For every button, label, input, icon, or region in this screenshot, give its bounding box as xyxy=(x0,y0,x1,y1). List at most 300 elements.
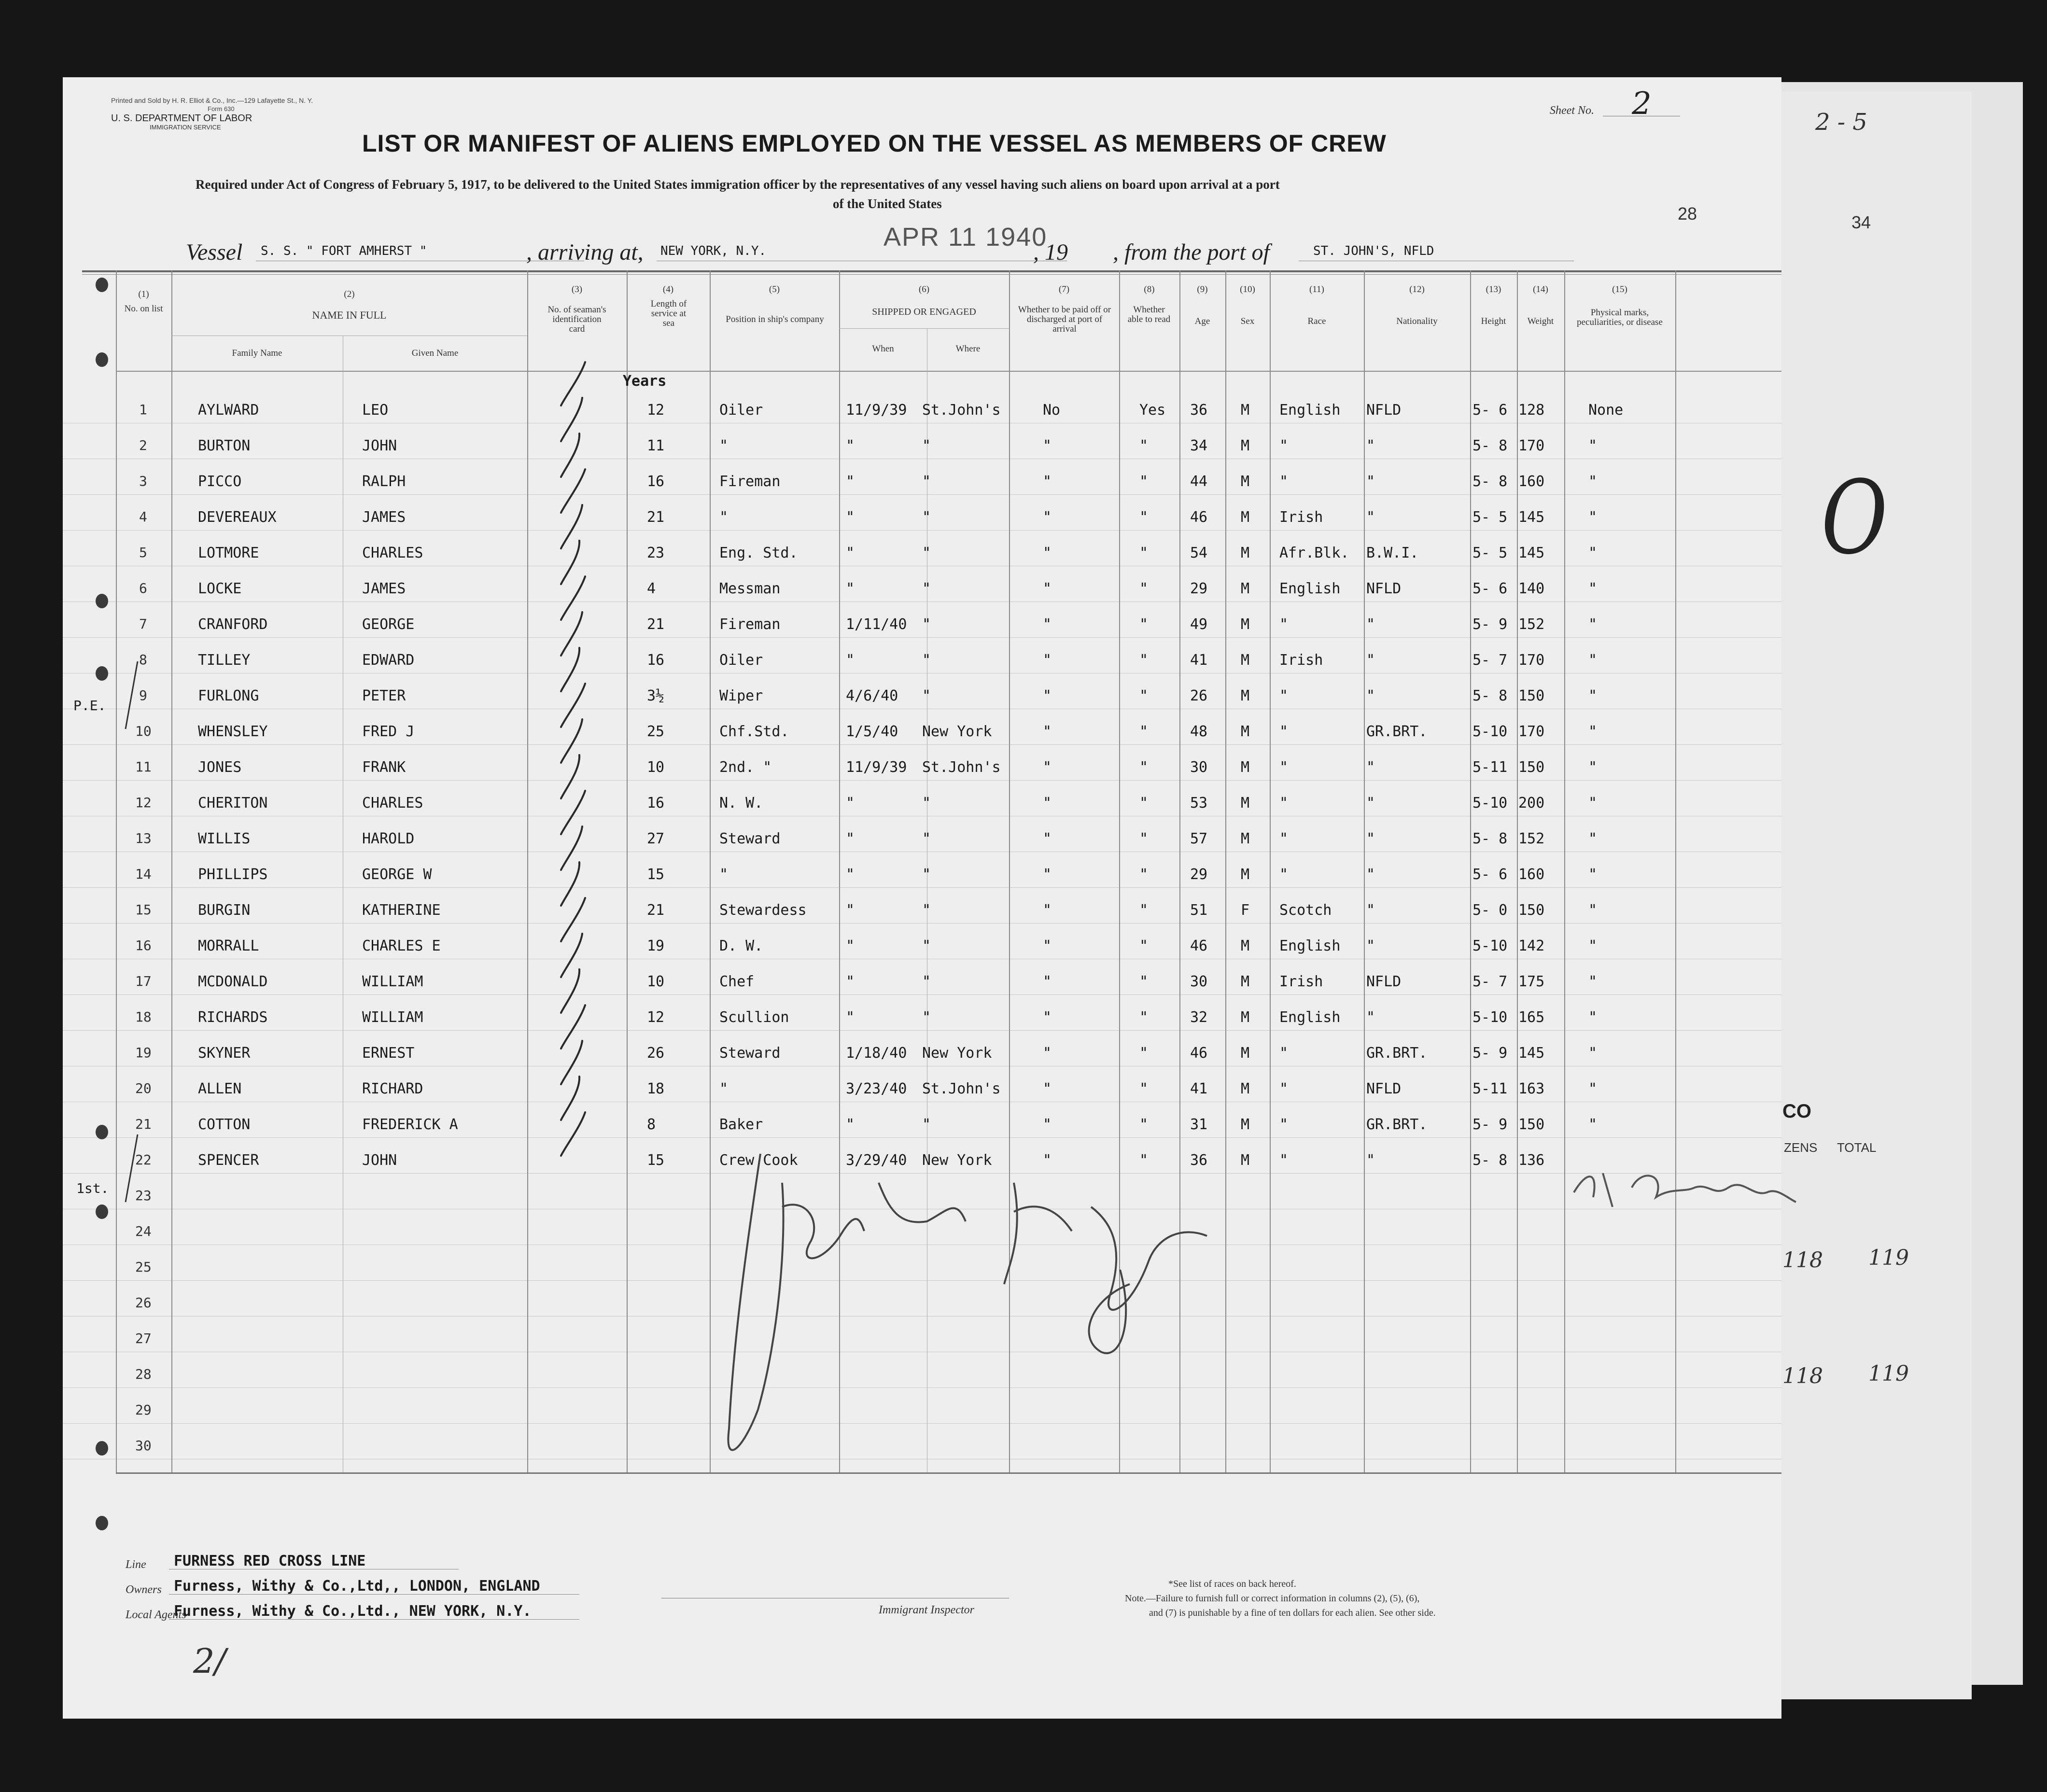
cell-paid-off: " xyxy=(1043,1009,1052,1026)
cell-shipped-when: " xyxy=(846,866,855,883)
cell-shipped-where: New York xyxy=(922,1152,992,1169)
cell-nationality: NFLD xyxy=(1366,580,1402,597)
cell-physical-marks: " xyxy=(1588,473,1598,490)
cell-family-name: FURLONG xyxy=(198,687,259,704)
cell-nationality: " xyxy=(1366,437,1375,454)
vessel-label: Vessel xyxy=(186,239,243,265)
cell-physical-marks: " xyxy=(1588,795,1598,812)
cell-shipped-where: " xyxy=(922,938,931,954)
row-number: 29 xyxy=(135,1402,152,1418)
cell-service-length: 26 xyxy=(647,1045,665,1062)
cell-age: 36 xyxy=(1190,402,1208,419)
cell-age: 44 xyxy=(1190,473,1208,490)
cell-able-to-read: Yes xyxy=(1139,402,1166,419)
cell-shipped-when: " xyxy=(846,938,855,954)
cell-position: Oiler xyxy=(719,402,763,419)
subtitle-line2: of the United States xyxy=(833,196,942,211)
cell-nationality: " xyxy=(1366,795,1375,812)
cell-family-name: COTTON xyxy=(198,1116,251,1133)
cell-service-length: 19 xyxy=(647,938,665,954)
col6-when: When xyxy=(872,344,894,354)
year-label: , 19 xyxy=(1033,239,1068,265)
cell-able-to-read: " xyxy=(1139,1152,1149,1169)
cell-able-to-read: " xyxy=(1139,759,1149,776)
cell-shipped-when: 11/9/39 xyxy=(846,759,907,776)
cell-shipped-where: " xyxy=(922,687,931,704)
cell-height: 5-10 xyxy=(1472,938,1508,954)
col2-given-name: Given Name xyxy=(411,348,459,358)
sheet-label: Sheet No. xyxy=(1550,104,1594,117)
cell-weight: 150 xyxy=(1518,759,1545,776)
cell-family-name: SKYNER xyxy=(198,1045,251,1062)
cell-physical-marks: " xyxy=(1588,580,1598,597)
arrival-date-stamp: APR 11 1940 xyxy=(883,223,1048,252)
cell-age: 51 xyxy=(1190,902,1208,919)
cell-paid-off: " xyxy=(1043,687,1052,704)
cell-position: " xyxy=(719,509,729,526)
cell-shipped-when: " xyxy=(846,1116,855,1133)
cell-physical-marks: " xyxy=(1588,973,1598,990)
cell-physical-marks: " xyxy=(1588,687,1598,704)
col8-header: Whether able to read xyxy=(1127,305,1171,324)
printer-line: Printed and Sold by H. R. Elliot & Co., Inc.—129 Lafayette St., N. Y. xyxy=(111,97,313,104)
row-number: 26 xyxy=(135,1295,152,1311)
col4-header: Length of service at sea xyxy=(650,299,687,328)
row-number: 20 xyxy=(135,1080,152,1096)
cell-age: 30 xyxy=(1190,973,1208,990)
cell-weight: 160 xyxy=(1518,473,1545,490)
cell-family-name: SPENCER xyxy=(198,1152,259,1169)
back-r1b: 119 xyxy=(1868,1246,1909,1270)
cell-service-length: 21 xyxy=(647,509,665,526)
cell-nationality: NFLD xyxy=(1366,1080,1402,1097)
cell-physical-marks: " xyxy=(1588,1045,1598,1062)
col6-number: (6) xyxy=(918,284,930,294)
col6-header: SHIPPED OR ENGAGED xyxy=(872,307,976,317)
row-number: 19 xyxy=(135,1045,152,1061)
cell-given-name: HAROLD xyxy=(362,830,415,847)
cell-weight: 145 xyxy=(1518,1045,1545,1062)
col2-header: NAME IN FULL xyxy=(312,309,387,321)
back-co-label: CO xyxy=(1782,1101,1811,1122)
margin-slash-2 xyxy=(118,1130,147,1207)
cell-paid-off: " xyxy=(1043,652,1052,669)
cell-given-name: FRED J xyxy=(362,723,415,740)
cell-service-length: 16 xyxy=(647,473,665,490)
cell-paid-off: " xyxy=(1043,580,1052,597)
cell-given-name: FRANK xyxy=(362,759,406,776)
punch-hole xyxy=(96,1125,108,1139)
cell-able-to-read: " xyxy=(1139,1045,1149,1062)
cell-weight: 136 xyxy=(1518,1152,1545,1169)
cell-paid-off: " xyxy=(1043,473,1052,490)
footer-note3: and (7) is punishable by a fine of ten dollars for each alien. See other side. xyxy=(1149,1608,1436,1618)
cell-sex: M xyxy=(1241,652,1250,669)
row-number: 18 xyxy=(135,1009,152,1025)
cell-age: 34 xyxy=(1190,437,1208,454)
cell-able-to-read: " xyxy=(1139,1116,1149,1133)
cell-age: 49 xyxy=(1190,616,1208,633)
col10-number: (10) xyxy=(1240,284,1255,294)
row-number: 7 xyxy=(139,616,147,632)
cell-sex: M xyxy=(1241,866,1250,883)
years-label: Years xyxy=(623,373,667,390)
row-number: 28 xyxy=(135,1366,152,1382)
cell-service-length: 15 xyxy=(647,866,665,883)
cell-age: 36 xyxy=(1190,1152,1208,1169)
cell-position: " xyxy=(719,866,729,883)
cell-race: " xyxy=(1279,616,1289,633)
row-number: 6 xyxy=(139,580,147,596)
cell-height: 5- 8 xyxy=(1472,687,1508,704)
row-number: 23 xyxy=(135,1188,152,1204)
punch-hole xyxy=(96,352,108,367)
cell-shipped-when: 1/5/40 xyxy=(846,723,898,740)
cell-given-name: JOHN xyxy=(362,1152,397,1169)
cell-race: Scotch xyxy=(1279,902,1332,919)
cell-nationality: " xyxy=(1366,866,1375,883)
cell-height: 5- 9 xyxy=(1472,1045,1508,1062)
cell-service-length: 15 xyxy=(647,1152,665,1169)
cell-shipped-when: " xyxy=(846,473,855,490)
footer-note2: Note.—Failure to furnish full or correct information in columns (2), (5), (6), xyxy=(1125,1593,1420,1604)
id-card-checkmarks xyxy=(527,357,629,1274)
cell-paid-off: No xyxy=(1043,402,1061,419)
cell-paid-off: " xyxy=(1043,830,1052,847)
cell-height: 5- 8 xyxy=(1472,1152,1508,1169)
cell-sex: M xyxy=(1241,1152,1250,1169)
from-port-label: , from the port of xyxy=(1113,239,1270,265)
cell-family-name: MCDONALD xyxy=(198,973,268,990)
form-number: Form 630 xyxy=(208,105,235,112)
cell-sex: M xyxy=(1241,723,1250,740)
cell-weight: 170 xyxy=(1518,652,1545,669)
col5-header: Position in ship's company xyxy=(726,314,824,324)
cell-age: 46 xyxy=(1190,509,1208,526)
cell-given-name: JAMES xyxy=(362,580,406,597)
cell-shipped-when: 3/29/40 xyxy=(846,1152,907,1169)
row-number: 10 xyxy=(135,723,152,739)
id-card-tick xyxy=(561,648,579,691)
cell-race: " xyxy=(1279,437,1289,454)
cell-weight: 150 xyxy=(1518,902,1545,919)
row-rule xyxy=(63,637,1781,638)
cell-physical-marks: " xyxy=(1588,759,1598,776)
cell-family-name: AYLWARD xyxy=(198,402,259,419)
cell-race: " xyxy=(1279,723,1289,740)
cell-position: Messman xyxy=(719,580,781,597)
cell-shipped-when: " xyxy=(846,1009,855,1026)
cell-shipped-where: New York xyxy=(922,1045,992,1062)
cell-weight: 145 xyxy=(1518,509,1545,526)
cell-paid-off: " xyxy=(1043,795,1052,812)
cell-height: 5- 0 xyxy=(1472,902,1508,919)
cell-position: Stewardess xyxy=(719,902,807,919)
row-number: 21 xyxy=(135,1116,152,1132)
cell-position: Oiler xyxy=(719,652,763,669)
cell-shipped-where: " xyxy=(922,473,931,490)
cell-family-name: MORRALL xyxy=(198,938,259,954)
back-zens-label: ZENS xyxy=(1784,1140,1818,1155)
cell-race: " xyxy=(1279,1045,1289,1062)
cell-height: 5- 7 xyxy=(1472,652,1508,669)
cell-age: 57 xyxy=(1190,830,1208,847)
cell-shipped-when: 11/9/39 xyxy=(846,402,907,419)
cell-paid-off: " xyxy=(1043,545,1052,561)
col7-number: (7) xyxy=(1058,284,1070,294)
cell-weight: 150 xyxy=(1518,1116,1545,1133)
cell-sex: M xyxy=(1241,1045,1250,1062)
cell-family-name: LOTMORE xyxy=(198,545,259,561)
punch-hole xyxy=(96,1441,108,1456)
cell-race: English xyxy=(1279,580,1341,597)
cell-height: 5- 9 xyxy=(1472,616,1508,633)
cell-physical-marks: " xyxy=(1588,723,1598,740)
table-top-rule xyxy=(82,270,1781,272)
cell-family-name: PICCO xyxy=(198,473,242,490)
cell-physical-marks: " xyxy=(1588,902,1598,919)
cell-paid-off: " xyxy=(1043,1152,1052,1169)
cell-physical-marks: " xyxy=(1588,866,1598,883)
cell-given-name: CHARLES E xyxy=(362,938,441,954)
cell-race: " xyxy=(1279,759,1289,776)
cell-age: 31 xyxy=(1190,1116,1208,1133)
col7-header: Whether to be paid off or discharged at port of arrival xyxy=(1018,305,1111,334)
cell-able-to-read: " xyxy=(1139,580,1149,597)
cell-weight: 175 xyxy=(1518,973,1545,990)
col14-number: (14) xyxy=(1533,284,1548,294)
cell-nationality: " xyxy=(1366,938,1375,954)
cell-race: " xyxy=(1279,795,1289,812)
punch-hole xyxy=(96,278,108,292)
cell-able-to-read: " xyxy=(1139,652,1149,669)
col14-header: Weight xyxy=(1527,316,1554,326)
cell-shipped-when: 1/11/40 xyxy=(846,616,907,633)
cell-service-length: 12 xyxy=(647,402,665,419)
cell-shipped-where: " xyxy=(922,580,931,597)
bottom-margin-mark: 2/ xyxy=(193,1641,226,1681)
row-number: 13 xyxy=(135,830,152,846)
col13-number: (13) xyxy=(1486,284,1501,294)
cell-paid-off: " xyxy=(1043,902,1052,919)
col11-header: Race xyxy=(1307,316,1326,326)
id-card-tick xyxy=(561,541,579,584)
cell-race: " xyxy=(1279,1116,1289,1133)
col1-number: (1) xyxy=(138,289,149,299)
margin-1st: 1st. xyxy=(76,1180,109,1196)
cell-age: 41 xyxy=(1190,1080,1208,1097)
cell-sex: M xyxy=(1241,795,1250,812)
cell-race: Irish xyxy=(1279,652,1323,669)
cell-race: " xyxy=(1279,830,1289,847)
cell-sex: M xyxy=(1241,1116,1250,1133)
cell-shipped-where: " xyxy=(922,866,931,883)
cell-family-name: RICHARDS xyxy=(198,1009,268,1026)
cell-height: 5- 5 xyxy=(1472,509,1508,526)
cell-position: " xyxy=(719,1080,729,1097)
cell-position: N. W. xyxy=(719,795,763,812)
cell-given-name: KATHERINE xyxy=(362,902,441,919)
cell-able-to-read: " xyxy=(1139,545,1149,561)
cell-sex: M xyxy=(1241,830,1250,847)
cell-position: Scullion xyxy=(719,1009,789,1026)
cell-given-name: LEO xyxy=(362,402,389,419)
col15-number: (15) xyxy=(1612,284,1627,294)
cell-shipped-when: " xyxy=(846,902,855,919)
arrival-port: NEW YORK, N.Y. xyxy=(660,244,767,258)
cell-family-name: WILLIS xyxy=(198,830,251,847)
cell-sex: M xyxy=(1241,616,1250,633)
row-number: 16 xyxy=(135,938,152,953)
cell-shipped-where: " xyxy=(922,652,931,669)
cell-sex: M xyxy=(1241,938,1250,954)
cell-weight: 165 xyxy=(1518,1009,1545,1026)
cell-family-name: CHERITON xyxy=(198,795,268,812)
row-number: 14 xyxy=(135,866,152,882)
back-r1a: 118 xyxy=(1782,1248,1823,1273)
back-total-label: TOTAL xyxy=(1837,1140,1877,1155)
cell-height: 5- 9 xyxy=(1472,1116,1508,1133)
cell-able-to-read: " xyxy=(1139,973,1149,990)
cell-paid-off: " xyxy=(1043,866,1052,883)
cell-physical-marks: " xyxy=(1588,1080,1598,1097)
cell-physical-marks: None xyxy=(1588,402,1624,419)
cell-service-length: 12 xyxy=(647,1009,665,1026)
cell-able-to-read: " xyxy=(1139,795,1149,812)
cell-shipped-where: " xyxy=(922,1009,931,1026)
cell-shipped-when: " xyxy=(846,509,855,526)
footer-note1: *See list of races on back hereof. xyxy=(1168,1579,1296,1589)
cell-paid-off: " xyxy=(1043,938,1052,954)
cell-nationality: " xyxy=(1366,616,1375,633)
row-rule xyxy=(63,744,1781,745)
cell-height: 5-10 xyxy=(1472,723,1508,740)
col11-number: (11) xyxy=(1309,284,1324,294)
cell-service-length: 16 xyxy=(647,795,665,812)
row-rule xyxy=(63,1030,1781,1031)
cell-nationality: " xyxy=(1366,1152,1375,1169)
cell-given-name: RALPH xyxy=(362,473,406,490)
cell-sex: M xyxy=(1241,437,1250,454)
row-rule xyxy=(63,887,1781,888)
cell-nationality: " xyxy=(1366,473,1375,490)
cell-paid-off: " xyxy=(1043,437,1052,454)
margin-big-letter: O xyxy=(1821,459,1888,577)
service-name: IMMIGRATION SERVICE xyxy=(150,124,221,131)
cell-paid-off: " xyxy=(1043,1116,1052,1133)
cell-height: 5-11 xyxy=(1472,759,1508,776)
cell-shipped-where: St.John's xyxy=(922,759,1001,776)
cell-service-length: 10 xyxy=(647,759,665,776)
cell-able-to-read: " xyxy=(1139,473,1149,490)
row-number: 3 xyxy=(139,473,147,489)
cell-shipped-when: " xyxy=(846,437,855,454)
cell-able-to-read: " xyxy=(1139,723,1149,740)
cell-weight: 150 xyxy=(1518,687,1545,704)
cell-shipped-where: " xyxy=(922,616,931,633)
cell-age: 29 xyxy=(1190,866,1208,883)
back-r2b: 119 xyxy=(1868,1361,1909,1386)
row-number: 17 xyxy=(135,973,152,989)
cell-service-length: 21 xyxy=(647,902,665,919)
col13-header: Height xyxy=(1481,316,1506,326)
cell-able-to-read: " xyxy=(1139,1080,1149,1097)
row-rule xyxy=(63,923,1781,924)
cell-position: Baker xyxy=(719,1116,763,1133)
cell-position: Wiper xyxy=(719,687,763,704)
cell-shipped-when: 3/23/40 xyxy=(846,1080,907,1097)
cell-nationality: GR.BRT. xyxy=(1366,1045,1428,1062)
cell-able-to-read: " xyxy=(1139,437,1149,454)
col3-number: (3) xyxy=(571,284,583,294)
inspector-label: Immigrant Inspector xyxy=(879,1604,974,1616)
cell-service-length: 16 xyxy=(647,652,665,669)
cell-physical-marks: " xyxy=(1588,938,1598,954)
cell-race: " xyxy=(1279,473,1289,490)
row-number: 24 xyxy=(135,1223,152,1239)
cell-shipped-where: " xyxy=(922,795,931,812)
cell-nationality: " xyxy=(1366,652,1375,669)
cell-able-to-read: " xyxy=(1139,938,1149,954)
cell-shipped-when: " xyxy=(846,973,855,990)
row-number: 15 xyxy=(135,902,152,918)
cell-shipped-when: " xyxy=(846,830,855,847)
col10-header: Sex xyxy=(1240,316,1255,326)
cell-family-name: TILLEY xyxy=(198,652,251,669)
cell-age: 41 xyxy=(1190,652,1208,669)
margin-note-sheet-range: 2 - 5 xyxy=(1815,109,1867,136)
departure-port: ST. JOHN'S, NFLD xyxy=(1313,244,1434,258)
cell-weight: 142 xyxy=(1518,938,1545,954)
cell-paid-off: " xyxy=(1043,1080,1052,1097)
cell-sex: M xyxy=(1241,1080,1250,1097)
margin-note-34: 34 xyxy=(1851,212,1871,232)
sheet-number: 2 xyxy=(1632,86,1652,122)
cell-paid-off: " xyxy=(1043,616,1052,633)
subtitle-line1: Required under Act of Congress of February 5, 1917, to be delivered to the United States immigration officer by the representatives of any vessel having such aliens on board upon arrival at a port xyxy=(196,177,1280,192)
footer-owners-label: Owners xyxy=(126,1583,162,1596)
row-number: 25 xyxy=(135,1259,152,1275)
row-number: 27 xyxy=(135,1330,152,1346)
cell-race: English xyxy=(1279,402,1341,419)
cell-nationality: " xyxy=(1366,687,1375,704)
footer-agents-label: Local Agents xyxy=(126,1609,186,1621)
col12-header: Nationality xyxy=(1396,316,1438,326)
cell-nationality: " xyxy=(1366,509,1375,526)
cell-paid-off: " xyxy=(1043,1045,1052,1062)
row-rule xyxy=(63,530,1781,531)
cell-able-to-read: " xyxy=(1139,830,1149,847)
cell-able-to-read: " xyxy=(1139,866,1149,883)
cell-sex: M xyxy=(1241,473,1250,490)
cell-nationality: GR.BRT. xyxy=(1366,723,1428,740)
cell-paid-off: " xyxy=(1043,973,1052,990)
cell-nationality: NFLD xyxy=(1366,973,1402,990)
cell-physical-marks: " xyxy=(1588,616,1598,633)
cell-service-length: 3½ xyxy=(647,687,665,704)
cell-position: Steward xyxy=(719,830,781,847)
row-number: 5 xyxy=(139,545,147,560)
cell-shipped-where: " xyxy=(922,902,931,919)
cell-height: 5- 8 xyxy=(1472,437,1508,454)
cell-weight: 160 xyxy=(1518,866,1545,883)
cell-sex: M xyxy=(1241,759,1250,776)
row-number: 30 xyxy=(135,1438,152,1454)
cell-nationality: " xyxy=(1366,1009,1375,1026)
id-card-tick xyxy=(561,434,579,477)
cell-weight: 128 xyxy=(1518,402,1545,419)
cell-given-name: FREDERICK A xyxy=(362,1116,458,1133)
